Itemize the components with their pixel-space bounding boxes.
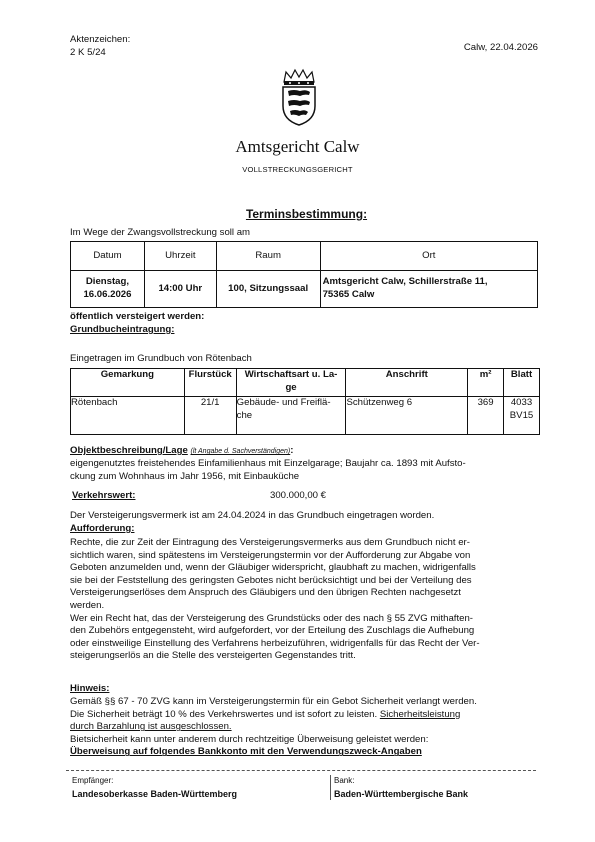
hinweis-line: Gemäß §§ 67 - 70 ZVG kann im Versteigerungstermin für ein Gebot Sicherheit verlangt werden.	[70, 696, 477, 707]
wirtschaftsart-cell	[236, 397, 346, 435]
grundbuch-text: Eingetragen im Grundbuch von Rötenbach	[70, 353, 252, 364]
objekt-description	[70, 458, 530, 483]
weekday: Dienstag,	[85, 276, 130, 288]
empfaenger-label: Empfänger:	[72, 776, 114, 785]
aktenzeichen-value: 2 K 5/24	[70, 46, 106, 58]
grundbuch-label: Grundbucheintragung:	[70, 324, 175, 335]
header-cell: Blatt	[504, 369, 540, 397]
verkehrswert-label-text: Verkehrswert:	[72, 490, 136, 501]
paragraph-line: sichtlich waren, sind spätestens im Versteigerungstermin vor der Aufforderung zur Abgabe von	[70, 549, 471, 561]
header-cell: m²	[468, 369, 504, 397]
aufforderung-text	[70, 537, 530, 663]
gemarkung-cell: Rötenbach	[71, 397, 185, 435]
place-line: Amtsgericht Calw, Schillerstraße 11,	[322, 276, 488, 288]
blatt-text: BV15	[509, 409, 534, 421]
header-cell: Flurstück	[184, 369, 236, 397]
hinweis-text	[70, 696, 540, 759]
table-row	[71, 397, 540, 435]
anschrift-cell: Schützenweg 6	[346, 397, 468, 435]
objekt-note: (lt Angabe d. Sachverständigen)	[190, 448, 291, 455]
qm-cell: 369	[468, 397, 504, 435]
blatt-text: 4033	[510, 397, 533, 408]
hinweis-text-part: Die Sicherheit beträgt 10 % des Verkehrswertes und ist sofort zu leisten.	[70, 708, 380, 720]
court-name: Amtsgericht Calw	[235, 137, 360, 156]
place-date: Calw, 22.04.2026	[463, 42, 538, 53]
paragraph-line: Geboten anzumelden und, wenn der Gläubiger widerspricht, glaubhaft zu machen, widrigenfalls	[70, 562, 476, 574]
place-line: 75365 Calw	[322, 289, 375, 300]
objekt-line: ckung zum Wohnhaus im Jahr 1956, mit Einbauküche	[70, 470, 300, 482]
table-header-row	[71, 369, 540, 397]
blatt-cell	[504, 397, 540, 435]
court-subtitle: VOLLSTRECKUNGSGERICHT	[242, 165, 353, 174]
document-heading: Terminsbestimmung:	[245, 207, 368, 221]
hinweis-line: Bietsicherheit kann unter anderem durch rechtzeitige Überweisung geleistet werden:	[70, 733, 429, 745]
column-divider	[330, 775, 331, 800]
objekt-heading	[70, 445, 293, 459]
header-cell	[236, 369, 346, 397]
wirtschaftsart-text: che	[236, 409, 253, 421]
paragraph-line: werden.	[70, 599, 105, 611]
paragraph-line: den Zubehörs entgegensteht, wird aufgefordert, vor der Erteilung des Zuschlags die Aufhebung	[70, 625, 475, 637]
intro-text: Im Wege der Zwangsvollstreckung soll am	[70, 227, 251, 238]
header-text: ge	[285, 381, 297, 393]
hinweis-label: Hinweis:	[70, 683, 110, 694]
paragraph-line: steigerungserlös an die Stelle des versteigerten Gegenstandes tritt.	[70, 650, 356, 662]
coat-of-arms-icon	[280, 68, 318, 126]
bank-label: Bank:	[334, 776, 355, 785]
hinweis-underlined: Sicherheitsleistung	[379, 708, 461, 720]
header-text: Wirtschaftsart u. La-	[244, 369, 338, 380]
date-cell	[71, 271, 145, 308]
divider	[66, 770, 536, 771]
header-cell: Ort	[320, 242, 537, 271]
aufforderung-label: Aufforderung:	[70, 523, 135, 534]
paragraph-line: Rechte, die zur Zeit der Eintragung des Versteigerungsvermerks aus dem Grundbuch nicht er-	[70, 537, 470, 548]
header-cell: Uhrzeit	[144, 242, 216, 271]
verkehrswert-label	[72, 490, 135, 503]
termin-table	[70, 241, 538, 308]
after-table-text: öffentlich versteigert werden:	[70, 311, 205, 322]
paragraph-line: oder einstweilige Einstellung des Verfahrens herbeizuführen, widrigenfalls für das Recht der Ver-	[70, 637, 480, 649]
hinweis-line: Überweisung auf folgendes Bankkonto mit den Verwendungszweck-Angaben	[70, 746, 422, 758]
table-row	[71, 271, 538, 308]
room-cell: 100, Sitzungssaal	[216, 271, 320, 308]
objekt-line: eigengenutztes freistehendes Einfamilienhaus mit Einzelgarage; Baujahr ca. 1893 mit Aufsto-	[70, 458, 466, 469]
paragraph-line: Versteigerungserlöses dem Anspruch des Gläubigers und den übrigen Rechten nachgesetzt	[70, 587, 461, 599]
bank-value: Baden-Württembergische Bank	[334, 789, 469, 799]
flurstueck-cell: 21/1	[184, 397, 236, 435]
aktenzeichen-label: Aktenzeichen:	[70, 34, 131, 45]
time-cell: 14:00 Uhr	[144, 271, 216, 308]
paragraph-line: sie bei der Feststellung des geringsten Gebotes nicht berücksichtigt und bei der Verteilung des	[70, 574, 472, 586]
table-header-row	[71, 242, 538, 271]
date: 16.06.2026	[83, 289, 132, 300]
hinweis-line	[70, 709, 540, 722]
objekt-label: Objektbeschreibung/Lage	[70, 445, 188, 456]
header-cell: Anschrift	[346, 369, 468, 397]
paragraph-line: Wer ein Recht hat, das der Versteigerung des Grundstücks oder des nach § 55 ZVG mithaften-	[70, 612, 473, 624]
header-cell: Datum	[71, 242, 145, 271]
empfaenger-value: Landesoberkasse Baden-Württemberg	[72, 789, 238, 799]
aktenzeichen-block	[70, 34, 190, 59]
header-cell: Gemarkung	[71, 369, 185, 397]
hinweis-line: durch Barzahlung ist ausgeschlossen.	[70, 721, 232, 733]
vermerk-text: Der Versteigerungsvermerk ist am 24.04.2024 in das Grundbuch eingetragen worden.	[70, 510, 435, 521]
place-cell	[320, 271, 537, 308]
verkehrswert-value: 300.000,00 €	[270, 490, 327, 501]
grundbuch-table	[70, 368, 540, 435]
objekt-colon: :	[290, 445, 294, 456]
wirtschaftsart-text: Gebäude- und Freiflä-	[236, 397, 331, 408]
header-cell: Raum	[216, 242, 320, 271]
